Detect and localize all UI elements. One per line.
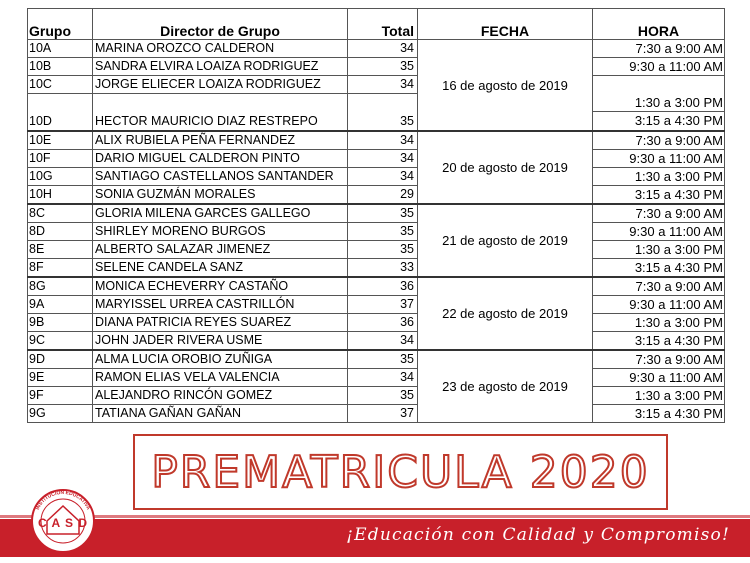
total-cell: 34 [348, 40, 418, 58]
director-cell: TATIANA GAÑAN GAÑAN [93, 405, 348, 423]
table-row [28, 150, 725, 168]
director-cell: SHIRLEY MORENO BURGOS [93, 223, 348, 241]
total-cell: 35 [348, 387, 418, 405]
director-cell: DIANA PATRICIA REYES SUAREZ [93, 314, 348, 332]
total-cell: 35 [348, 350, 418, 369]
total-cell: 37 [348, 296, 418, 314]
director-cell: JOHN JADER RIVERA USME [93, 332, 348, 351]
time-cell: 3:15 a 4:30 PM [593, 332, 725, 351]
time-cell: 3:15 a 4:30 PM [593, 259, 725, 278]
group-cell: 8E [28, 241, 93, 259]
table-row [28, 40, 725, 58]
group-cell: 8F [28, 259, 93, 278]
group-cell: 8G [28, 277, 93, 296]
director-cell: MONICA ECHEVERRY CASTAÑO [93, 277, 348, 296]
table-row [28, 223, 725, 241]
total-cell: 36 [348, 277, 418, 296]
table-row [28, 296, 725, 314]
group-cell: 10H [28, 186, 93, 205]
time-cell-stack [593, 76, 725, 132]
time-cell: 3:15 a 4:30 PM [593, 111, 724, 130]
total-cell: 37 [348, 405, 418, 423]
time-cell: 1:30 a 3:00 PM [593, 314, 725, 332]
director-cell: JORGE ELIECER LOAIZA RODRIGUEZ [93, 76, 348, 94]
director-cell: SANDRA ELVIRA LOAIZA RODRIGUEZ [93, 58, 348, 76]
time-cell: 3:15 a 4:30 PM [593, 186, 725, 205]
table-row [28, 76, 725, 94]
header-date: FECHA [418, 9, 593, 40]
school-logo-icon [22, 488, 104, 554]
total-cell: 34 [348, 369, 418, 387]
total-cell: 33 [348, 259, 418, 278]
director-cell: ALMA LUCIA OROBIO ZUÑIGA [93, 350, 348, 369]
time-cell: 7:30 a 9:00 AM [593, 131, 725, 150]
time-cell: 3:15 a 4:30 PM [593, 405, 725, 423]
director-cell: SONIA GUZMÁN MORALES [93, 186, 348, 205]
header-total: Total [348, 9, 418, 40]
group-cell: 8D [28, 223, 93, 241]
table-row [28, 387, 725, 405]
group-cell: 10C [28, 76, 93, 94]
time-cell: 7:30 a 9:00 AM [593, 204, 725, 223]
director-cell: MARYISSEL URREA CASTRILLÓN [93, 296, 348, 314]
director-cell: ALBERTO SALAZAR JIMENEZ [93, 241, 348, 259]
group-cell: 9A [28, 296, 93, 314]
total-cell: 35 [348, 94, 418, 132]
schedule-table [27, 8, 725, 423]
header-time: HORA [593, 9, 725, 40]
header-group: Grupo [28, 9, 93, 40]
director-cell: HECTOR MAURICIO DIAZ RESTREPO [93, 94, 348, 132]
svg-text:C A S D: C A S D [37, 516, 89, 530]
director-cell: MARINA OROZCO CALDERON [93, 40, 348, 58]
footer-bar [0, 519, 750, 557]
group-cell: 9B [28, 314, 93, 332]
total-cell: 34 [348, 332, 418, 351]
group-cell: 10B [28, 58, 93, 76]
group-cell: 10E [28, 131, 93, 150]
director-cell: RAMON ELIAS VELA VALENCIA [93, 369, 348, 387]
table-row [28, 405, 725, 423]
header-row [28, 9, 725, 40]
group-cell: 9F [28, 387, 93, 405]
table-row [28, 350, 725, 369]
total-cell: 35 [348, 58, 418, 76]
table-row [28, 168, 725, 186]
time-cell: 9:30 a 11:00 AM [593, 150, 725, 168]
group-cell: 10D [28, 94, 93, 132]
group-cell: 8C [28, 204, 93, 223]
total-cell: 36 [348, 314, 418, 332]
footer-stripe [0, 515, 750, 518]
table-row [28, 314, 725, 332]
total-cell: 35 [348, 204, 418, 223]
date-cell: 16 de agosto de 2019 [418, 40, 593, 132]
group-cell: 10A [28, 40, 93, 58]
group-cell: 9C [28, 332, 93, 351]
group-cell: 9G [28, 405, 93, 423]
group-cell: 10F [28, 150, 93, 168]
time-cell: 1:30 a 3:00 PM [593, 387, 725, 405]
table-row [28, 58, 725, 76]
director-cell: ALEJANDRO RINCÓN GOMEZ [93, 387, 348, 405]
time-cell: 1:30 a 3:00 PM [593, 241, 725, 259]
director-cell: GLORIA MILENA GARCES GALLEGO [93, 204, 348, 223]
footer-slogan: ¡Educación con Calidad y Compromiso! [346, 525, 730, 545]
total-cell: 35 [348, 223, 418, 241]
total-cell: 34 [348, 150, 418, 168]
date-cell: 20 de agosto de 2019 [418, 131, 593, 204]
total-cell: 35 [348, 241, 418, 259]
date-cell: 21 de agosto de 2019 [418, 204, 593, 277]
date-cell: 22 de agosto de 2019 [418, 277, 593, 350]
group-cell: 10G [28, 168, 93, 186]
table-row [28, 277, 725, 296]
total-cell: 34 [348, 131, 418, 150]
table-row [28, 186, 725, 205]
total-cell: 34 [348, 168, 418, 186]
table-row [28, 332, 725, 351]
svg-text:INSTITUCIÓN EDUCATIVA: INSTITUCIÓN EDUCATIVA [34, 489, 92, 511]
group-cell: 9D [28, 350, 93, 369]
prematricula-banner [133, 434, 668, 510]
table-row [28, 259, 725, 278]
time-cell: 9:30 a 11:00 AM [593, 296, 725, 314]
time-cell: 9:30 a 11:00 AM [593, 223, 725, 241]
date-cell: 23 de agosto de 2019 [418, 350, 593, 423]
time-cell: 7:30 a 9:00 AM [593, 40, 725, 58]
table-row [28, 241, 725, 259]
table-row [28, 131, 725, 150]
time-cell: 9:30 a 11:00 AM [593, 369, 725, 387]
total-cell: 34 [348, 76, 418, 94]
director-cell: SANTIAGO CASTELLANOS SANTANDER [93, 168, 348, 186]
director-cell: SELENE CANDELA SANZ [93, 259, 348, 278]
time-cell: 9:30 a 11:00 AM [593, 58, 725, 76]
group-cell: 9E [28, 369, 93, 387]
director-cell: DARIO MIGUEL CALDERON PINTO [93, 150, 348, 168]
director-cell: ALIX RUBIELA PEÑA FERNANDEZ [93, 131, 348, 150]
table-row [28, 369, 725, 387]
time-cell: 1:30 a 3:00 PM [634, 95, 723, 110]
time-cell: 7:30 a 9:00 AM [593, 350, 725, 369]
banner-title: PREMATRICULA 2020 [151, 446, 650, 498]
time-cell: 1:30 a 3:00 PM [593, 168, 725, 186]
table-row [28, 204, 725, 223]
total-cell: 29 [348, 186, 418, 205]
time-cell: 7:30 a 9:00 AM [593, 277, 725, 296]
header-director: Director de Grupo [93, 9, 348, 40]
